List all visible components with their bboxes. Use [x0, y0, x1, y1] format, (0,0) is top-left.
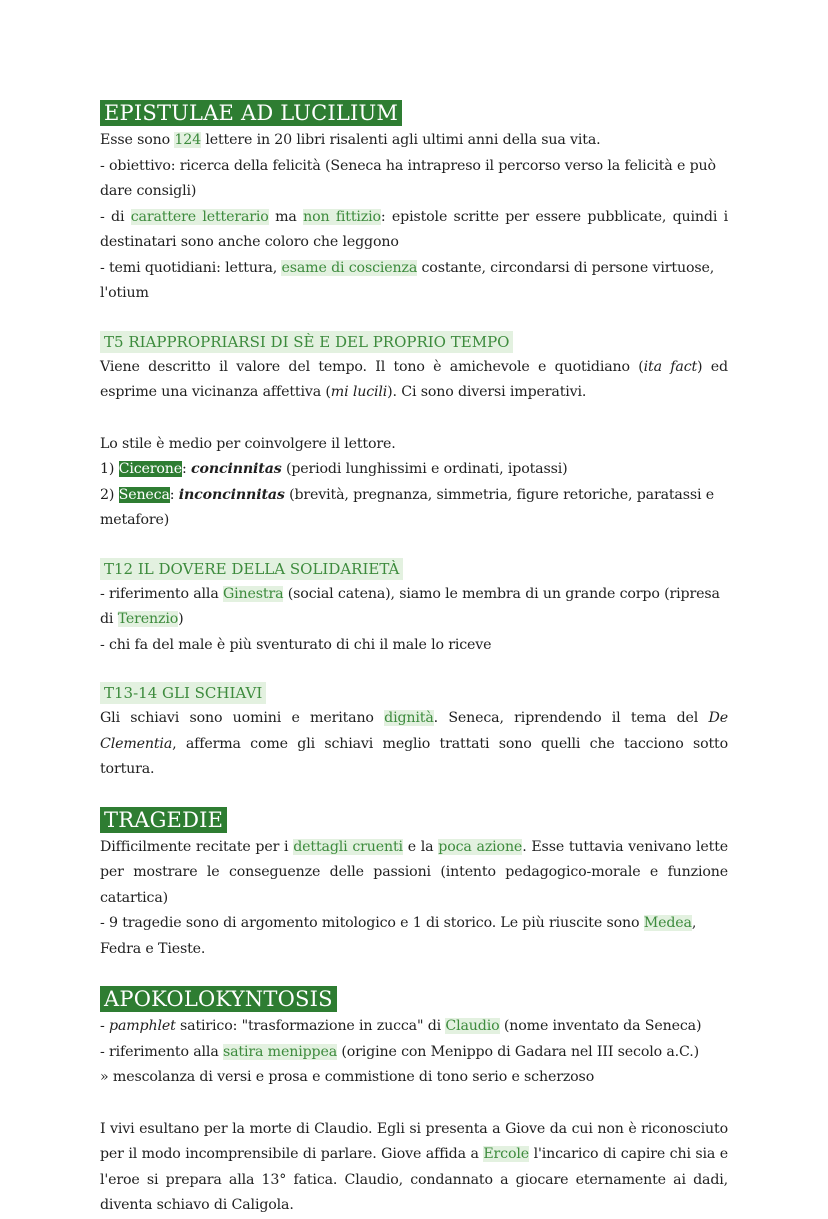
paragraph: - obiettivo: ricerca della felicità (Seneca ha intrapreso il percorso verso la felicità e può dare consigli) — [100, 157, 716, 199]
text: (brevità, pregnanza, simmetria, figure retoriche, paratassi e metafore) — [100, 486, 715, 528]
highlight: dignità — [384, 710, 434, 726]
text: lettere in 20 libri risalenti agli ultimi anni della sua vita. — [200, 132, 601, 148]
list-number: 2) — [100, 486, 119, 503]
list-number: 1) — [100, 461, 119, 477]
highlight: Claudio — [445, 1018, 500, 1034]
highlight: carattere letterario — [130, 208, 269, 225]
heading-apokolokyntosis: APOKOLOKYNTOSIS — [100, 986, 337, 1012]
text: ). Ci sono diversi imperativi. — [387, 384, 587, 400]
highlight: 124 — [174, 132, 201, 148]
text: - di — [100, 208, 131, 225]
list-item — [100, 457, 728, 483]
highlight: Ercole — [483, 1146, 530, 1162]
highlight: non fittizio — [303, 208, 381, 225]
text: (nome inventato da Seneca) — [499, 1018, 702, 1034]
text: Viene descritto il valore del tempo. Il tono è amichevole e quotidiano ( — [100, 358, 644, 375]
text: : — [169, 486, 179, 503]
paragraph — [100, 911, 728, 962]
italic-text: ita fact — [643, 358, 698, 375]
italic-text: De Clementia — [100, 710, 728, 752]
bold-italic-term: inconcinnitas — [178, 486, 285, 503]
paragraph — [100, 1117, 728, 1219]
text: (periodi lunghissimi e ordinati, ipotassi) — [281, 461, 568, 477]
text: - — [100, 1018, 110, 1034]
italic-text: pamphlet — [109, 1018, 176, 1034]
text: Esse sono — [100, 132, 175, 148]
paragraph — [100, 128, 728, 154]
text: ) ed esprime una vicinanza affettiva ( — [100, 358, 728, 400]
text: e la — [402, 838, 439, 855]
text: . Esse tuttavia venivano lette per mostrare le conseguenze delle passioni (intento pedagogico-morale e funzione catartica) — [100, 838, 729, 906]
bold-italic-term: concinnitas — [191, 461, 282, 477]
text: costante, circondarsi di persone virtuose, l'otium — [100, 259, 715, 301]
highlight: Ginestra — [222, 585, 284, 602]
text: (origine con Menippo di Gadara nel III secolo a.C.) — [337, 1043, 699, 1060]
text: . Seneca, riprendendo il tema del — [433, 710, 709, 726]
text: : epistole scritte per essere pubblicate, quindi i destinatari sono anche coloro che leggono — [100, 208, 728, 250]
heading-tragedie: TRAGEDIE — [100, 807, 227, 833]
text: Gli schiavi sono uomini e meritano — [100, 710, 385, 726]
heading-epistulae: EPISTULAE AD LUCILIUM — [100, 100, 402, 126]
paragraph — [100, 1040, 728, 1066]
text: - riferimento alla — [100, 585, 223, 602]
text: - temi quotidiani: lettura, — [100, 259, 282, 276]
text: ma — [268, 208, 304, 225]
highlight: poca azione — [438, 838, 523, 855]
heading-t12: T12 IL DOVERE DELLA SOLIDARIETÀ — [100, 558, 403, 580]
highlight: esame di coscienza — [281, 259, 418, 276]
highlight: Terenzio — [117, 611, 179, 627]
text: (social catena), siamo le membra di un grande corpo (ripresa di — [100, 585, 720, 627]
italic-text: mi lucili — [330, 384, 388, 400]
text: : — [182, 461, 192, 477]
paragraph — [100, 355, 728, 406]
highlight-dark: Seneca — [118, 486, 170, 503]
text: ) — [178, 611, 184, 627]
highlight: dettagli cruenti — [293, 838, 403, 855]
text: satirico: "trasformazione in zucca" di — [175, 1018, 446, 1034]
paragraph: » mescolanza di versi e prosa e commistione di tono serio e scherzoso — [100, 1069, 595, 1085]
paragraph — [100, 1014, 728, 1040]
paragraph — [100, 205, 728, 256]
highlight: Medea — [643, 915, 692, 931]
heading-t5: T5 RIAPPROPRIARSI DI SÈ E DEL PROPRIO TEMPO — [100, 331, 513, 353]
text: - riferimento alla — [100, 1043, 223, 1060]
text: Difficilmente recitate per i — [100, 838, 294, 855]
paragraph: Lo stile è medio per coinvolgere il lettore. — [100, 435, 396, 452]
highlight: satira menippea — [222, 1043, 338, 1060]
text: , Fedra e Tieste. — [100, 915, 697, 957]
text: l'incarico di capire chi sia e l'eroe si prepara alla 13° fatica. Claudio, condannato a giocare eternamente ai dadi, diventa schiavo di Caligola. — [100, 1146, 729, 1213]
paragraph: - chi fa del male è più sventurato di chi il male lo riceve — [100, 636, 492, 653]
paragraph — [100, 256, 728, 307]
paragraph — [100, 582, 728, 633]
paragraph — [100, 706, 728, 783]
list-item — [100, 483, 728, 534]
text: , afferma come gli schiavi meglio trattati sono quelli che tacciono sotto tortura. — [100, 735, 728, 777]
heading-t13-14: T13-14 GLI SCHIAVI — [100, 682, 266, 704]
text: I vivi esultano per la morte di Claudio. Egli si presenta a Giove da cui non è riconosciuto per il modo incomprensibile di parlare. Giove affida a — [100, 1120, 728, 1162]
paragraph — [100, 835, 728, 912]
text: - 9 tragedie sono di argomento mitologico e 1 di storico. Le più riuscite sono — [100, 915, 644, 931]
highlight-dark: Cicerone — [118, 461, 183, 477]
